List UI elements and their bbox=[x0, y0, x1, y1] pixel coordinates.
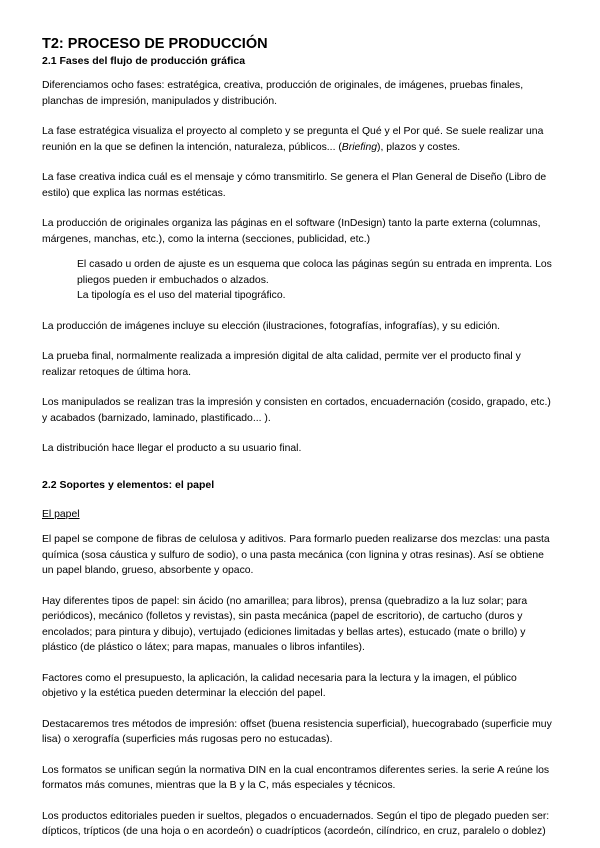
page-title: T2: PROCESO DE PRODUCCIÓN bbox=[42, 36, 268, 52]
paragraph-estrategica bbox=[42, 124, 552, 155]
paragraph-prueba-final: La prueba final, normalmente realizada a impresión digital de alta calidad, permite ver el producto final y realizar retoques de última hora. bbox=[42, 351, 521, 378]
paragraph-creativa: La fase creativa indica cuál es el mensaje y cómo transmitirlo. Se genera el Plan General de Diseño (Libro de estilo) que explica las normas estéticas. bbox=[42, 172, 547, 199]
paragraph-fases: Diferenciamos ocho fases: estratégica, creativa, producción de originales, de imágenes, pruebas finales, planchas de impresión, manipulados y distribución. bbox=[42, 80, 524, 107]
paragraph-metodos-impresion: Destacaremos tres métodos de impresión: offset (buena resistencia superficial), huecograbado (superficie muy lisa) o xerografía (superficies más rugosas pero no estucadas). bbox=[42, 718, 552, 745]
paragraph-distribucion: La distribución hace llegar el producto a su usuario final. bbox=[42, 443, 302, 454]
paragraph-imagenes: La producción de imágenes incluye su elección (ilustraciones, fotografías, infografías), y su edición. bbox=[42, 320, 501, 332]
paragraph-originales: La producción de originales organiza las páginas en el software (InDesign) tanto la parte externa (columnas, márgenes, manchas, etc.), como la interna (secciones, publicidad, etc.) bbox=[42, 218, 541, 245]
paragraph-formatos: Los formatos se unifican según la normativa DIN en la cual encontramos diferentes series. la serie A reúne los formatos más comunes, mientras que la B y la C, más especiales y técnicos. bbox=[42, 764, 550, 791]
paragraph-tipos-papel: Hay diferentes tipos de papel: sin ácido (no amarillea; para libros), prensa (quebradizo a la luz solar; para periódicos), mecánico (folletos y revistas), sin pasta mecánica (papel de escritorio), de cartucho (duros y encolados; para pintura y dibujo), vertujado (ediciones limitadas y bellas artes), estucado (mate o brillo) y plástico (de plástico o látex; para mapas, manuales o libros infantiles). bbox=[42, 595, 528, 653]
paragraph-casado: El casado u orden de ajuste es un esquema que coloca las páginas según su entrada en imprenta. Los pliegos pueden ir embuchados o alzados. bbox=[77, 259, 552, 286]
section-heading-soportes: 2.2 Soportes y elementos: el papel bbox=[42, 478, 215, 491]
paragraph-productos-editoriales: Los productos editoriales pueden ir sueltos, plegados o encuadernados. Según el tipo de plegado pueden ser: dípticos, trípticos (de una hoja o en acordeón) o cuadrípticos (acordeón, cilíndrico, en cruz, paralelo o doblez) bbox=[42, 810, 550, 837]
subsection-heading-papel: El papel bbox=[42, 508, 80, 520]
paragraph-factores: Factores como el presupuesto, la aplicación, la calidad necesaria para la lectura y la imagen, el público objetivo y la estética pueden determinar la elección del papel. bbox=[42, 672, 517, 699]
paragraph-estrategica-text: La fase estratégica visualiza el proyecto al completo y se pregunta el Qué y el Por qué. Se suele realizar una reunión en la que se definen la intención, naturaleza, públicos... ( bbox=[42, 126, 544, 153]
paragraph-composicion: El papel se compone de fibras de celulosa y aditivos. Para formarlo pueden realizarse dos mezclas: una pasta química (sosa cáustica y sulfuro de sodio), o una pasta mecánica (con lignina y otras resinas). Así se obtiene un papel blando, grueso, absorbente y opaco. bbox=[42, 534, 550, 576]
paragraph-manipulados: Los manipulados se realizan tras la impresión y consisten en cortados, encuadernación (cosido, grapado, etc.) y acabados (barnizado, laminado, plastificado... ). bbox=[42, 397, 551, 424]
paragraph-estrategica-end: ), plazos y costes. bbox=[377, 141, 461, 153]
briefing-term: Briefing bbox=[341, 141, 378, 153]
section-heading-fases: 2.1 Fases del flujo de producción gráfica bbox=[42, 55, 246, 67]
paragraph-tipologia: La tipología es el uso del material tipográfico. bbox=[77, 290, 286, 301]
